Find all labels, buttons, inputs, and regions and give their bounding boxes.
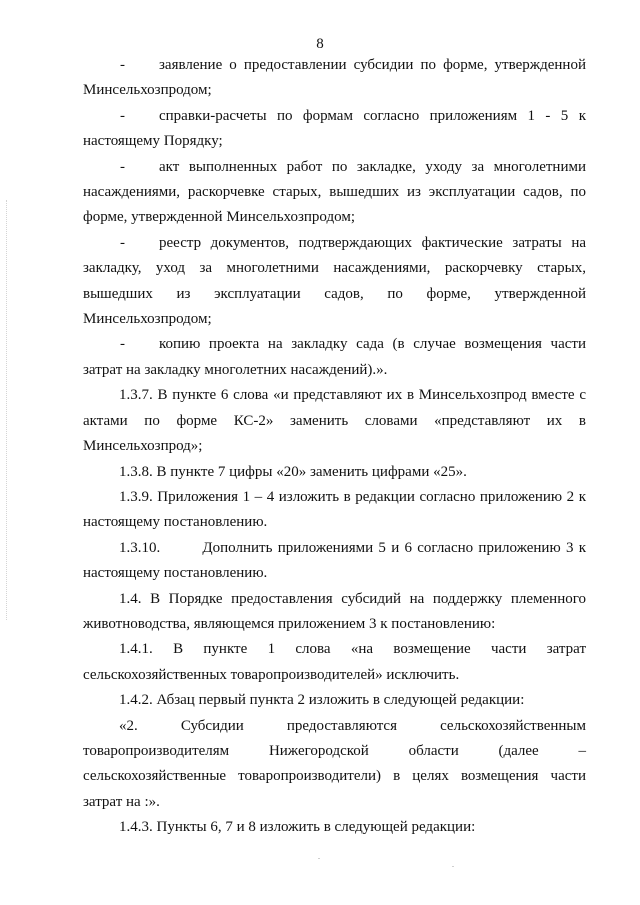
list-item-text: справки-расчеты по формам согласно приложениям 1 - 5 к настоящему Порядку; [83, 107, 586, 150]
list-item-text: реестр документов, подтверждающих фактические затраты на закладку, уход за многолетними насаждениями, раскорчевку старых, вышедших из эксплуатации садов, по форме, утвержденной Минсельхозпродом; [83, 234, 586, 328]
document-body [83, 53, 590, 841]
paragraph-1-3-9: 1.3.9. Приложения 1 – 4 изложить в редакции согласно приложению 2 к настоящему постановлению. [83, 488, 586, 531]
list-item-text: копию проекта на закладку сада (в случае возмещения части затрат на закладку многолетних насаждений).». [83, 336, 586, 378]
list-item [83, 155, 586, 231]
list-item-text: заявление о предоставлении субсидии по форме, утвержденной Минсельхозпродом; [83, 57, 586, 99]
quoted-paragraph-2: «2. Субсидии предоставляются сельскохозяйственным товаропроизводителям Нижегородской области (далее – сельскохозяйственные товаропроизводители) в целях возмещения части затрат на :». [83, 717, 586, 810]
list-dash: - [120, 57, 125, 73]
scan-speck [318, 858, 320, 859]
paragraph-1-4-1: 1.4.1. В пункте 1 слова «на возмещение части затрат сельскохозяйственных товаропроизводителей» исключить. [83, 641, 586, 683]
paragraph-1-3-8: 1.3.8. В пункте 7 цифры «20» заменить цифрами «25». [119, 463, 467, 480]
list-item-text: акт выполненных работ по закладке, уходу за многолетними насаждениями, раскорчевке старых, вышедших из эксплуатации садов, по форме, утвержденной Минсельхозпродом; [83, 158, 586, 226]
paragraph-1-3-7: 1.3.7. В пункте 6 слова «и представляют их в Минсельхозпрод вместе с актами по форме КС-2» заменить словами «представляют их в Минсельхозпрод»; [83, 387, 586, 455]
list-item [83, 332, 586, 383]
list-dash: - [120, 107, 125, 124]
list-dash: - [120, 336, 125, 353]
list-item [83, 53, 586, 104]
paragraph-1-4-3: 1.4.3. Пункты 6, 7 и 8 изложить в следующей редакции: [119, 819, 476, 836]
paragraph-1-4: 1.4. В Порядке предоставления субсидий на поддержку племенного животноводства, являющемся приложением 3 к постановлению: [83, 590, 586, 632]
paragraph-1-4-2: 1.4.2. Абзац первый пункта 2 изложить в следующей редакции: [119, 692, 525, 709]
list-item [83, 104, 586, 155]
page-number: 8 [316, 36, 324, 52]
list-dash: - [120, 234, 125, 251]
list-dash: - [120, 158, 125, 175]
paragraph-1-3-10: 1.3.10. Дополнить приложениями 5 и 6 согласно приложению 3 к настоящему постановлению. [83, 539, 590, 582]
scan-edge-marks [6, 200, 9, 620]
list-item [83, 231, 586, 333]
scan-speck [452, 866, 454, 867]
